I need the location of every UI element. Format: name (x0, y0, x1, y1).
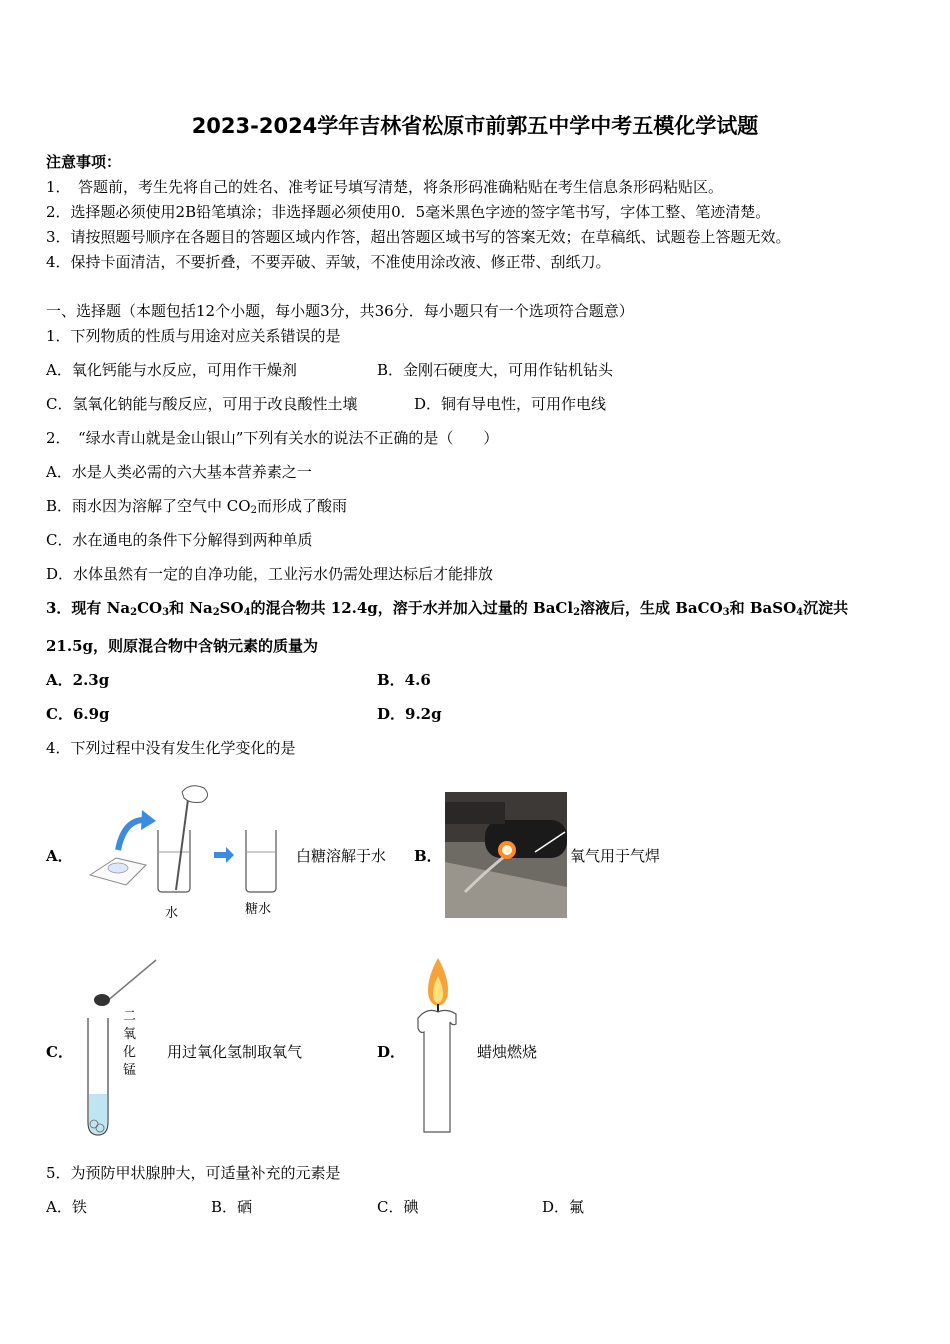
section-heading: 一、选择题（本题包括12个小题，每小题3分，共36分．每小题只有一个选项符合题意） (46, 302, 634, 320)
notice-heading: 注意事项： (46, 153, 122, 171)
q4-option-d-label: D． (377, 1043, 406, 1061)
q4-option-c-label: C． (46, 1043, 73, 1061)
q1-option-b: B．金刚石硬度大，可用作钻机钻头 (377, 361, 614, 379)
manganese-dioxide-label: 二氧化锰 (123, 1009, 137, 1078)
q4-option-b-label: B． (414, 847, 442, 865)
q2-option-b: B．雨水因为溶解了空气中 $CO_2$而形成了酸雨 (46, 497, 347, 516)
q3-stem: 3．现有 $Na_2CO_3$和 $Na_2SO_4$的混合物共 12.4g，溶于水并加入过量的 BaCl$_2$溶液后，生成 BaCO$_3$和 BaSO$_4$沉淀共 (46, 599, 849, 618)
q4-stem: 4．下列过程中没有发生化学变化的是 (46, 739, 296, 757)
q5-option-b: B．硒 (211, 1198, 253, 1216)
q4-option-a-label: A． (46, 847, 73, 865)
notice-item-4: 4．保持卡面清洁，不要折叠，不要弄破、弄皱，不准使用涂改液、修正带、刮纸刀。 (46, 253, 611, 271)
q2-option-c: C．水在通电的条件下分解得到两种单质 (46, 531, 313, 549)
notice-item-2: 2．选择题必须使用2B铅笔填涂；非选择题必须使用0．5毫米黑色字迹的签字笔书写，字体工整、笔迹清楚。 (46, 203, 771, 221)
q2-option-a: A．水是人类必需的六大基本营养素之一 (46, 463, 312, 481)
q4-option-b-text: 氧气用于气焊 (570, 847, 661, 865)
q1-option-d: D．铜有导电性，可用作电线 (414, 395, 607, 413)
q4-option-c-text: 用过氧化氢制取氧气 (167, 1043, 303, 1061)
q1-option-a: A．氧化钙能与水反应，可用作干燥剂 (46, 361, 297, 379)
q5-stem: 5．为预防甲状腺肿大，可适量补充的元素是 (46, 1164, 341, 1182)
page-title: 2023-2024学年吉林省松原市前郭五中学中考五模化学试题 (191, 114, 759, 138)
q3-stem-line2: 21.5g，则原混合物中含钠元素的质量为 (46, 637, 319, 655)
q5-option-c: C．碘 (377, 1198, 419, 1216)
beaker-label-sugar-water: 糖水 (245, 902, 272, 917)
q2-option-d: D．水体虽然有一定的自净功能，工业污水仍需处理达标后才能排放 (46, 565, 494, 583)
notice-item-3: 3．请按照题号顺序在各题目的答题区域内作答，超出答题区域书写的答案无效；在草稿纸、试题卷上答题无效。 (46, 228, 791, 246)
gas-welding-photo (445, 792, 567, 918)
q3-option-a: A．2.3g (46, 671, 110, 689)
beaker-label-water: 水 (165, 906, 179, 921)
notice-item-1: 1． 答题前，考生先将自己的姓名、准考证号填写清楚，将条形码准确粘贴在考生信息条形码粘贴区。 (46, 178, 724, 196)
q4-option-a-text: 白糖溶解于水 (296, 847, 387, 865)
q2-stem: 2． “绿水青山就是金山银山”下列有关水的说法不正确的是（ ） (46, 429, 499, 447)
q1-stem: 1．下列物质的性质与用途对应关系错误的是 (46, 327, 341, 345)
q4-option-d-text: 蜡烛燃烧 (477, 1043, 538, 1061)
q5-option-a: A．铁 (46, 1198, 87, 1216)
q3-option-b: B．4.6 (377, 671, 431, 689)
q1-option-c: C．氢氧化钠能与酸反应，可用于改良酸性土壤 (46, 395, 358, 413)
q3-option-d: D．9.2g (377, 705, 442, 723)
candle-diagram (410, 952, 470, 1138)
q3-option-c: C．6.9g (46, 705, 110, 723)
q5-option-d: D．氟 (542, 1198, 585, 1216)
